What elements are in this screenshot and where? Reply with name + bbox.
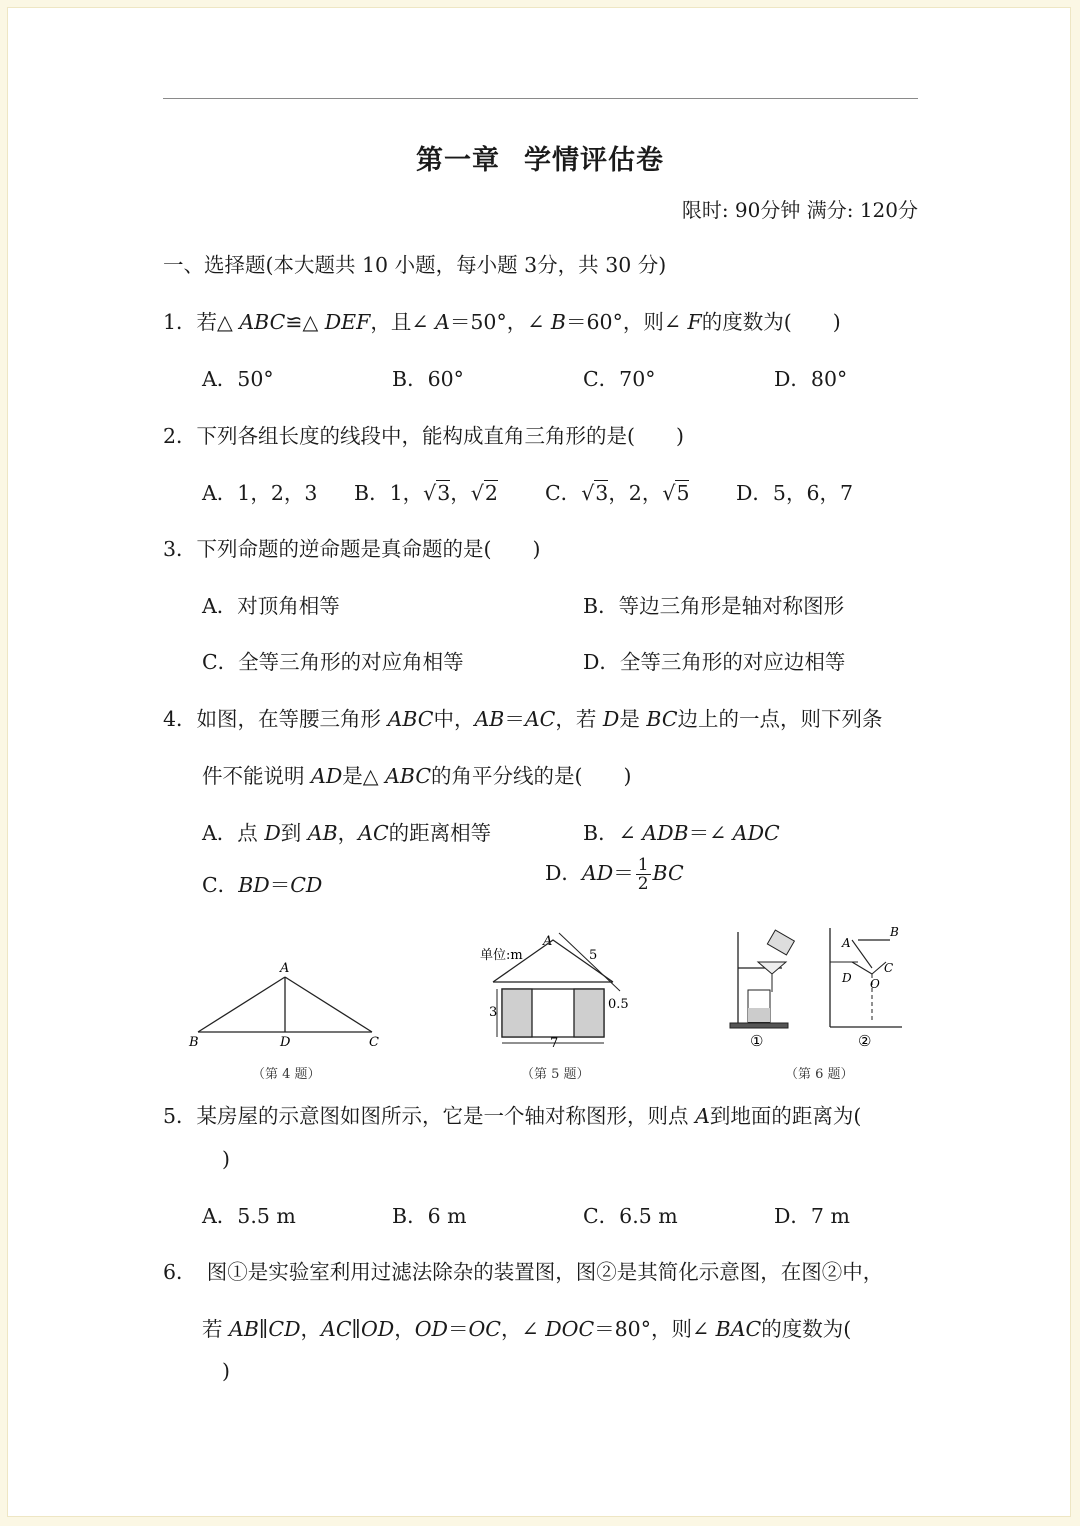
fig5-label-5: 5 — [589, 948, 598, 963]
q5-option-c[interactable]: C．6.5 m — [583, 1204, 678, 1228]
q2-option-c[interactable]: C．√3，2，√5 — [545, 481, 690, 505]
question-5-line1: 5．某房屋的示意图如图所示，它是一个轴对称图形，则点 A到地面的距离为( — [163, 1104, 862, 1128]
question-3: 3．下列命题的逆命题是真命题的是( ) — [163, 537, 541, 561]
fig6-label-o: O — [870, 977, 880, 991]
fig6-label-c: C — [884, 961, 894, 975]
question-4-line1: 4．如图，在等腰三角形 ABC中，AB＝AC，若 D是 BC边上的一点，则下列条 — [163, 707, 883, 731]
question-1: 1．若△ ABC≌△ DEF，且∠ A＝50°，∠ B＝60°，则∠ F的度数为( ) — [163, 310, 841, 334]
q3-option-c[interactable]: C．全等三角形的对应角相等 — [202, 650, 464, 674]
q3-option-b[interactable]: B．等边三角形是轴对称图形 — [583, 594, 845, 618]
q2-option-a[interactable]: A．1，2，3 — [202, 481, 318, 505]
fig5-label-3: 3 — [489, 1005, 498, 1020]
question-6-line2: 若 AB∥CD，AC∥OD，OD＝OC，∠ DOC＝80°，则∠ BAC的度数为( — [202, 1317, 852, 1341]
fig6-label-a: A — [842, 936, 851, 950]
fraction-one-half: $\frac{1}{2}$ — [637, 855, 649, 894]
header-rule — [163, 98, 918, 99]
question-6-line1: 6． 图①是实验室利用过滤法除杂的装置图，图②是其简化示意图，在图②中， — [163, 1260, 884, 1284]
fig5-unit: 单位:m — [480, 948, 523, 963]
q1-option-c[interactable]: C．70° — [583, 367, 656, 391]
question-5-line2: ) — [222, 1147, 230, 1171]
question-4-line2: 件不能说明 AD是△ ABC的角平分线的是( ) — [202, 764, 632, 788]
q1-option-a[interactable]: A．50° — [202, 367, 274, 391]
fig4-label-d: D — [280, 1035, 291, 1050]
fig5-label-7: 7 — [550, 1036, 559, 1051]
question-2: 2．下列各组长度的线段中，能构成直角三角形的是( ) — [163, 424, 685, 448]
fig5-label-05: 0.5 — [608, 997, 629, 1012]
q1-option-b[interactable]: B．60° — [392, 367, 464, 391]
question-6-line3: ) — [222, 1359, 230, 1383]
q5-option-a[interactable]: A．5.5 m — [202, 1204, 296, 1228]
fig6-label-d: D — [842, 971, 852, 985]
fig4-label-c: C — [369, 1035, 379, 1050]
figure-6-caption: （第 6 题） — [785, 1067, 854, 1082]
section-heading: 一、选择题(本大题共 10 小题，每小题 3分，共 30 分) — [163, 253, 667, 277]
figure-4-caption: （第 4 题） — [252, 1067, 321, 1082]
fig4-label-a: A — [280, 961, 290, 976]
time-score-limit: 限时: 90分钟 满分: 120分 — [681, 198, 918, 222]
figure-5-caption: （第 5 题） — [521, 1067, 590, 1082]
fig6-label-circle-1: ① — [750, 1032, 764, 1050]
q5-option-b[interactable]: B．6 m — [392, 1204, 467, 1228]
fig5-label-a: A — [543, 934, 553, 949]
q3-option-a[interactable]: A．对顶角相等 — [202, 594, 340, 618]
q2-option-d[interactable]: D．5，6，7 — [736, 481, 854, 505]
q1-option-d[interactable]: D．80° — [774, 367, 848, 391]
q5-option-d[interactable]: D．7 m — [774, 1204, 850, 1228]
q4-option-c[interactable]: C．BD＝CD — [202, 873, 323, 897]
q2-option-b[interactable]: B．1，√3，√2 — [354, 481, 498, 505]
q4-option-d[interactable]: D．AD＝ $\frac{1}{2}$ BC — [545, 855, 684, 894]
fig6-label-circle-2: ② — [858, 1032, 872, 1050]
figure-4-triangle — [180, 955, 390, 1055]
q4-option-a[interactable]: A．点 D到 AB，AC的距离相等 — [202, 821, 492, 845]
fig6-label-b: B — [890, 925, 899, 939]
q3-option-d[interactable]: D．全等三角形的对应边相等 — [583, 650, 846, 674]
figure-5-house — [475, 925, 635, 1055]
fig4-label-b: B — [189, 1035, 199, 1050]
q4-option-b[interactable]: B．∠ ADB＝∠ ADC — [583, 821, 780, 845]
page-title: 第一章 学情评估卷 — [416, 145, 664, 176]
figure-6-apparatus — [720, 920, 905, 1060]
